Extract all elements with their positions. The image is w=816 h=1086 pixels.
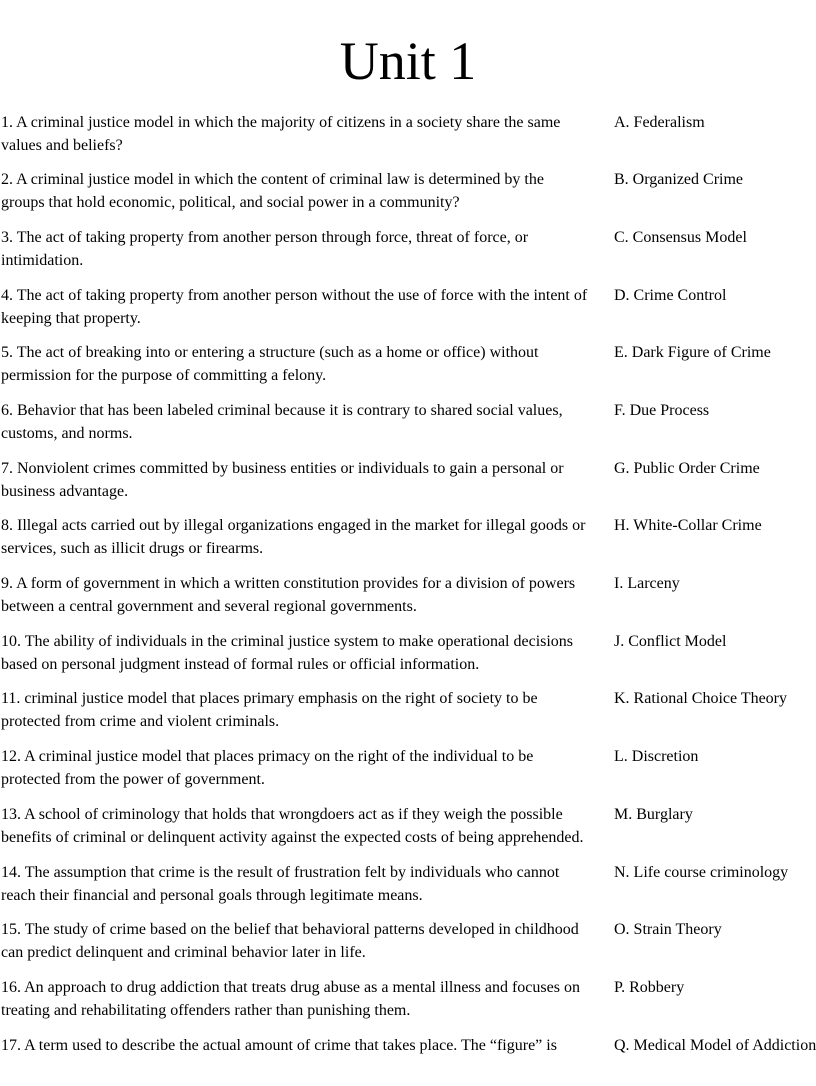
matching-row bbox=[1, 976, 816, 1022]
term-text: O. Strain Theory bbox=[614, 921, 722, 939]
term-text: I. Larceny bbox=[614, 575, 680, 593]
matching-row bbox=[1, 572, 816, 618]
definition-text bbox=[1, 572, 614, 618]
definition-line: 6. Behavior that has been labeled criminal because it is contrary to shared social values, bbox=[1, 402, 563, 420]
definition-line: protected from crime and violent criminals. bbox=[1, 713, 280, 731]
definition-line: 16. An approach to drug addiction that treats drug abuse as a mental illness and focuses on bbox=[1, 978, 580, 996]
definition-line: permission for the purpose of committing a felony. bbox=[1, 367, 327, 385]
matching-row bbox=[1, 168, 816, 214]
definition-line: 12. A criminal justice model that places primacy on the right of the individual to be bbox=[1, 748, 534, 766]
definition-line: 9. A form of government in which a written constitution provides for a division of powers bbox=[1, 575, 576, 593]
matching-row bbox=[1, 514, 816, 560]
definition-line: 10. The ability of individuals in the criminal justice system to make operational decisions bbox=[1, 632, 574, 650]
matching-row bbox=[1, 918, 816, 964]
definition-line: 15. The study of crime based on the belief that behavioral patterns developed in childhood bbox=[1, 921, 579, 939]
definition-line: keeping that property. bbox=[1, 309, 141, 327]
definition-text bbox=[1, 457, 614, 503]
page-title: Unit 1 bbox=[339, 31, 477, 91]
term-text: E. Dark Figure of Crime bbox=[614, 344, 771, 362]
term-text: B. Organized Crime bbox=[614, 171, 744, 189]
definition-text bbox=[1, 168, 614, 214]
matching-row bbox=[1, 399, 816, 445]
term-text: K. Rational Choice Theory bbox=[614, 690, 787, 708]
term-text: Q. Medical Model of Addiction bbox=[614, 1036, 816, 1054]
definition-text bbox=[1, 687, 614, 733]
matching-row bbox=[1, 1034, 816, 1057]
matching-row bbox=[1, 687, 816, 733]
definition-line: 3. The act of taking property from another person through force, threat of force, or bbox=[1, 228, 529, 246]
matching-row bbox=[1, 457, 816, 503]
definition-line: based on personal judgment instead of formal rules or official information. bbox=[1, 655, 480, 673]
term-text: J. Conflict Model bbox=[614, 632, 727, 650]
term-text: P. Robbery bbox=[614, 978, 685, 996]
definition-text bbox=[1, 803, 614, 849]
definition-line: values and beliefs? bbox=[1, 136, 123, 154]
term-text: M. Burglary bbox=[614, 805, 693, 823]
definition-text bbox=[1, 284, 614, 330]
definition-text bbox=[1, 399, 614, 445]
term-text: D. Crime Control bbox=[614, 286, 727, 304]
definition-line: 14. The assumption that crime is the result of frustration felt by individuals who cannot bbox=[1, 863, 560, 881]
definition-line: 11. criminal justice model that places primary emphasis on the right of society to be bbox=[1, 690, 538, 708]
definition-text bbox=[1, 1034, 614, 1057]
matching-row bbox=[1, 861, 816, 907]
definition-text bbox=[1, 861, 614, 907]
term-text: N. Life course criminology bbox=[614, 863, 789, 881]
definition-line: customs, and norms. bbox=[1, 425, 133, 443]
matching-row bbox=[1, 630, 816, 676]
definition-line: groups that hold economic, political, and social power in a community? bbox=[1, 194, 460, 212]
matching-row bbox=[1, 284, 816, 330]
definition-line: treating and rehabilitating offenders rather than punishing them. bbox=[1, 1001, 411, 1019]
matching-list bbox=[0, 111, 816, 1057]
term-text: F. Due Process bbox=[614, 402, 710, 420]
definition-line: 4. The act of taking property from another person without the use of force with the intent of bbox=[1, 286, 588, 304]
definition-line: 17. A term used to describe the actual amount of crime that takes place. The “figure” is bbox=[1, 1036, 557, 1054]
matching-row bbox=[1, 803, 816, 849]
definition-line: 5. The act of breaking into or entering a structure (such as a home or office) without bbox=[1, 344, 539, 362]
term-text: H. White-Collar Crime bbox=[614, 517, 762, 535]
definition-line: 2. A criminal justice model in which the content of criminal law is determined by the bbox=[1, 171, 544, 189]
definition-text bbox=[1, 341, 614, 387]
document-page bbox=[0, 30, 816, 1086]
definition-line: protected from the power of government. bbox=[1, 771, 265, 789]
term-text: C. Consensus Model bbox=[614, 228, 747, 246]
definition-text bbox=[1, 745, 614, 791]
matching-row bbox=[1, 341, 816, 387]
matching-row bbox=[1, 111, 816, 157]
term-text: G. Public Order Crime bbox=[614, 459, 760, 477]
definition-line: services, such as illicit drugs or firearms. bbox=[1, 540, 264, 558]
definition-line: 13. A school of criminology that holds that wrongdoers act as if they weigh the possible bbox=[1, 805, 563, 823]
definition-text bbox=[1, 111, 614, 157]
term-text: L. Discretion bbox=[614, 748, 699, 766]
definition-line: 8. Illegal acts carried out by illegal organizations engaged in the market for illegal goods or bbox=[1, 517, 586, 535]
term-text: A. Federalism bbox=[614, 113, 705, 131]
definition-text bbox=[1, 226, 614, 272]
definition-text bbox=[1, 514, 614, 560]
definition-line: 1. A criminal justice model in which the majority of citizens in a society share the same bbox=[1, 113, 561, 131]
definition-line: between a central government and several regional governments. bbox=[1, 598, 417, 616]
definition-line: business advantage. bbox=[1, 482, 129, 500]
matching-row bbox=[1, 226, 816, 272]
definition-line: benefits of criminal or delinquent activity against the expected costs of being apprehended. bbox=[1, 828, 584, 846]
matching-row bbox=[1, 745, 816, 791]
definition-line: intimidation. bbox=[1, 251, 84, 269]
definition-line: 7. Nonviolent crimes committed by business entities or individuals to gain a personal or bbox=[1, 459, 564, 477]
definition-line: reach their financial and personal goals through legitimate means. bbox=[1, 886, 423, 904]
definition-text bbox=[1, 918, 614, 964]
definition-text bbox=[1, 976, 614, 1022]
definition-text bbox=[1, 630, 614, 676]
definition-line: can predict delinquent and criminal behavior later in life. bbox=[1, 944, 366, 962]
